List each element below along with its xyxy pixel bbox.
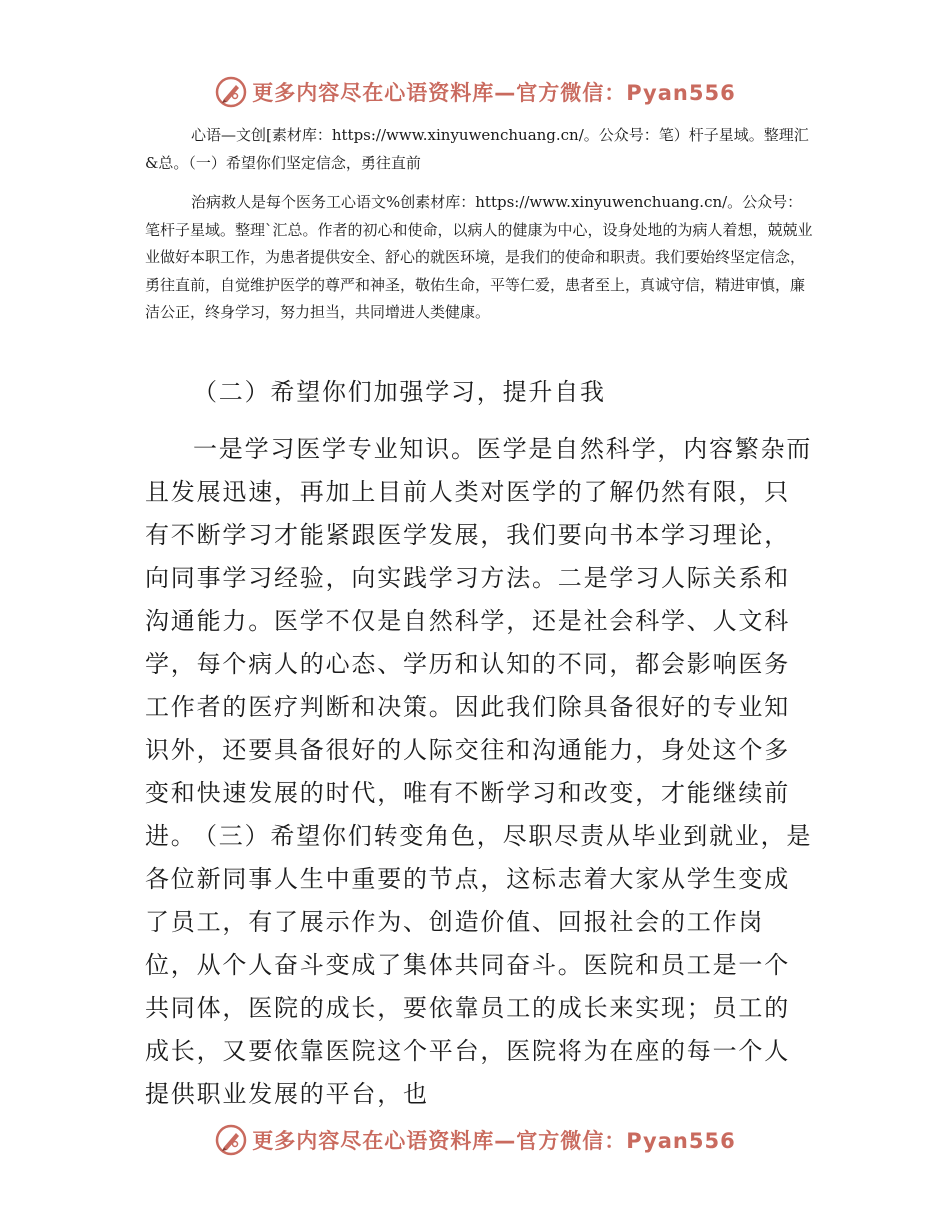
pen-logo-icon [214, 1123, 248, 1157]
banner-text: 更多内容尽在心语资料库—官方微信：Pyan556 [252, 81, 736, 105]
paragraph-intro: 心语—文创[素材库：https://www.xinyuwenchuang.cn/。公众号：笔）杆子星域。整理汇&总。（一）希望你们坚定信念，勇往直前 [145, 126, 809, 172]
paragraph-section-three: （三）希望你们转变角色，尽职尽责从毕业到就业，是各位新同事人生中重要的节点，这标志着大家从学生变成了员工，有了展示作为、创造价值、回报社会的工作岗位，从个人奋斗变成了集体共同奋斗。医院和员工是一个共同体，医院的成长，要依靠员工的成长来实现；员工的成长，又要依靠医院这个平台，医院将为在座的每一个人提供职业发展的平台，也 [145, 822, 813, 1108]
paragraph-section-one: 治病救人是每个医务工心语文%创素材库：https://www.xinyuwenchuang.cn/。公众号：笔杆子星域。整理`汇总。作者的初心和使命，以病人的健康为中心，设身处地的为病人着想，兢兢业业做好本职工作，为患者提供安全、舒心的就医环境，是我们的使命和职责。我们要始终坚定信念，勇往直前，自觉维护医学的尊严和神圣，敬佑生命，平等仁爱，患者至上，真诚守信，精进审慎，廉洁公正，终身学习，努力担当，共同增进人类健康。 [145, 193, 813, 321]
section-heading-two: （二）希望你们加强学习，提升自我 [193, 378, 606, 406]
footer-banner [0, 1118, 950, 1162]
paragraph-section-two: 一是学习医学专业知识。医学是自然科学，内容繁杂而且发展迅速，再加上目前人类对医学的了解仍然有限，只有不断学习才能紧跟医学发展，我们要向书本学习理论，向同事学习经验，向实践学习方法。二是学习人际关系和沟通能力。医学不仅是自然科学，还是社会科学、人文科学，每个病人的心态、学历和认知的不同，都会影响医务工作者的医疗判断和决策。因此我们除具备很好的专业知识外，还要具备很好的人际交往和沟通能力，身处这个多变和快速发展的时代，唯有不断学习和改变，才能继续前进。 [145, 435, 813, 850]
header-banner [0, 70, 950, 114]
banner-text: 更多内容尽在心语资料库—官方微信：Pyan556 [252, 1129, 736, 1153]
pen-logo-icon [214, 75, 248, 109]
